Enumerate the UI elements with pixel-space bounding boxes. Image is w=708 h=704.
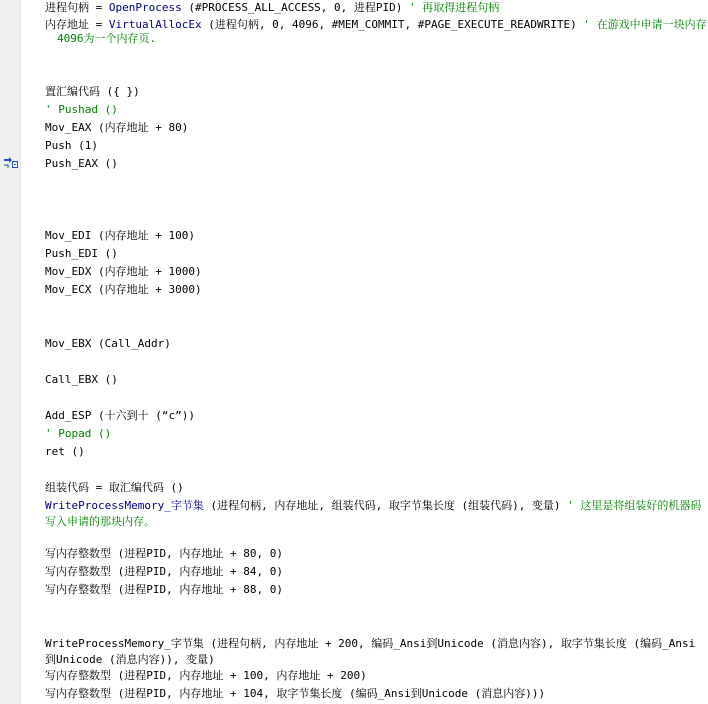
- code-line[interactable]: Mov_EDI (内存地址 + 100): [45, 229, 195, 242]
- code-line[interactable]: 写内存整数型 (进程PID, 内存地址 + 80, 0): [45, 547, 283, 560]
- code-comment-line[interactable]: ' Popad (): [45, 427, 112, 440]
- code-line[interactable]: 写内存整数型 (进程PID, 内存地址 + 100, 内存地址 + 200): [45, 669, 367, 682]
- code-line[interactable]: Push_EAX (): [45, 157, 118, 170]
- code-line[interactable]: Push_EDI (): [45, 247, 118, 260]
- code-line[interactable]: Add_ESP (十六到十 (“c”)): [45, 409, 195, 422]
- code-line[interactable]: Mov_ECX (内存地址 + 3000): [45, 283, 202, 296]
- code-line[interactable]: [45, 0, 499, 16]
- function-name: VirtualAllocEx: [108, 18, 202, 31]
- function-name: OpenProcess: [108, 1, 182, 14]
- code-line[interactable]: 组装代码 = 取汇编代码 (): [45, 481, 184, 494]
- code-text: 进程句柄 =: [45, 1, 109, 14]
- code-line[interactable]: WriteProcessMemory_字节集 (进程句柄, 内存地址 + 200, 编码_Ansi到Unicode (消息内容), 取字节集长度 (编码_Ansi到Unicode (消息内容)), 变量): [45, 637, 696, 666]
- code-text: 内存地址 =: [45, 18, 109, 31]
- code-line[interactable]: 写内存整数型 (进程PID, 内存地址 + 84, 0): [45, 565, 283, 578]
- code-comment: ' 这里是将组装好的机器码写入申请的那块内存。: [45, 499, 702, 528]
- code-line[interactable]: 写内存整数型 (进程PID, 内存地址 + 88, 0): [45, 583, 283, 596]
- function-name: WriteProcessMemory_字节集: [45, 499, 204, 512]
- code-text: (进程句柄, 0, 4096, #MEM_COMMIT, #PAGE_EXECUTE_READWRITE): [201, 18, 584, 31]
- code-comment-continuation[interactable]: 4096为一个内存页.: [57, 32, 157, 45]
- code-text: (#PROCESS_ALL_ACCESS, 0, 进程PID): [181, 1, 410, 14]
- code-line[interactable]: ret (): [45, 445, 85, 458]
- bookmark-arrow-icon[interactable]: [3, 156, 19, 170]
- code-line[interactable]: Call_EBX (): [45, 373, 118, 386]
- code-line[interactable]: Mov_EAX (内存地址 + 80): [45, 121, 189, 134]
- code-line[interactable]: Push (1): [45, 139, 98, 152]
- code-line[interactable]: 写内存整数型 (进程PID, 内存地址 + 104, 取字节集长度 (编码_Ansi到Unicode (消息内容))): [45, 687, 546, 700]
- code-comment: ' 在游戏中申请一块内存: [583, 18, 707, 31]
- code-text: (进程句柄, 内存地址, 组装代码, 取字节集长度 (组装代码), 变量): [203, 499, 568, 512]
- code-line[interactable]: Mov_EBX (Call_Addr): [45, 337, 171, 350]
- code-line[interactable]: 置汇编代码 ({ }): [45, 85, 140, 98]
- code-line[interactable]: Mov_EDX (内存地址 + 1000): [45, 265, 202, 278]
- code-comment-line[interactable]: ' Pushad (): [45, 103, 118, 116]
- editor-gutter[interactable]: [0, 0, 21, 704]
- code-line[interactable]: [45, 498, 705, 530]
- code-comment: ' 再取得进程句柄: [409, 1, 500, 14]
